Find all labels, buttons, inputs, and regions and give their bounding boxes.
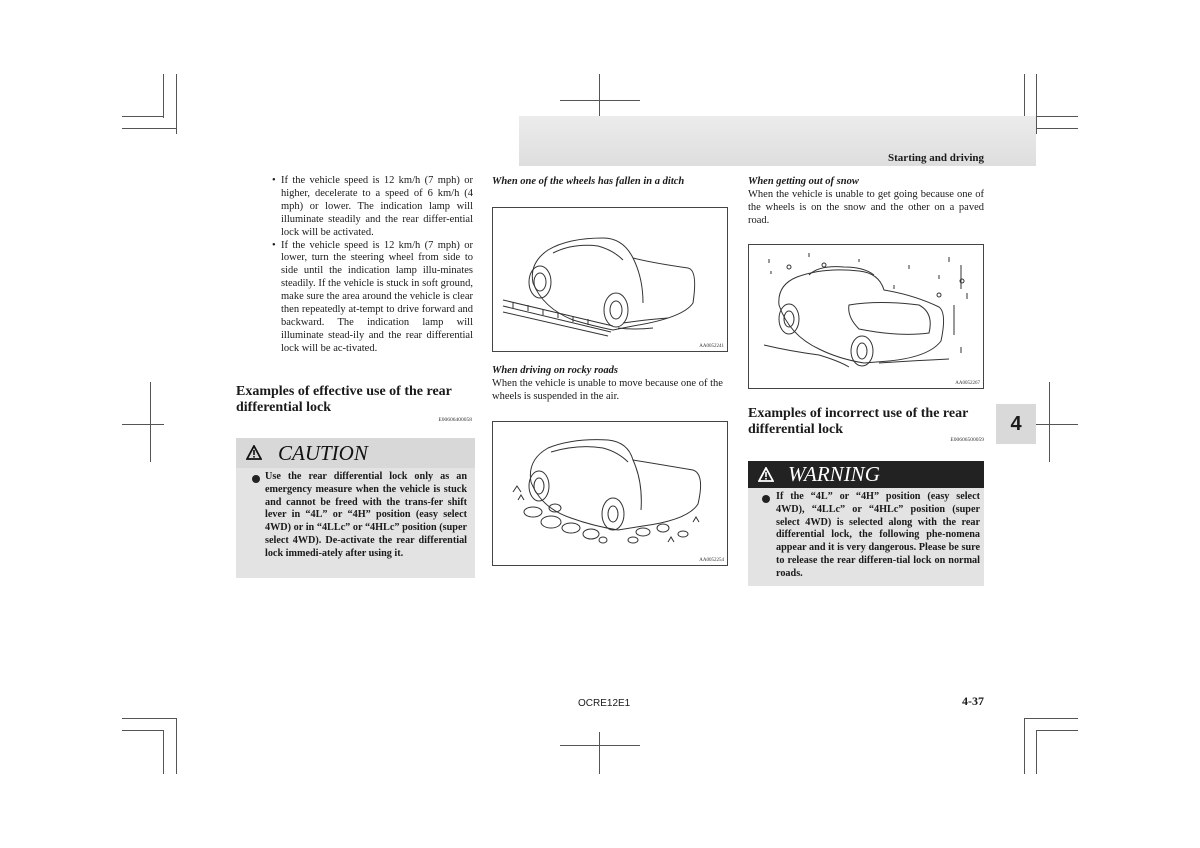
crop-mark [1036,116,1078,117]
bullet-item: • If the vehicle speed is 12 km/h (7 mph) or lower, turn the steering wheel from side to side until the indication lamp illu-minates steadily. If the vehicle is stuck in soft ground, make sure the area around the vehicle is clear then repeatedly at-tempt to drive forward and backward. The indication lamp will illuminate stead-ily and the rear differential lock will be ac-tivated. [272,240,473,356]
caution-header [236,438,475,468]
left-bullet-list [272,175,473,356]
ditch-illustration [492,207,728,352]
crop-mark [560,100,640,101]
snow-text: When the vehicle is unable to get going because one of the wheels is on the snow and the other on a paved road. [748,189,984,226]
bullet-dot-icon [252,475,260,483]
crop-mark [122,718,177,719]
crop-mark [122,116,164,117]
crop-mark [1024,718,1078,719]
crop-mark [163,730,164,774]
bullet-dot-icon [762,495,770,503]
warning-box [748,461,984,586]
crop-mark [1036,74,1037,134]
crop-mark [1024,718,1025,774]
page-number: 4-37 [962,694,984,708]
ditch-heading: When one of the wheels has fallen in a ditch [492,176,685,187]
warning-label: WARNING [788,462,880,486]
rocky-heading: When driving on rocky roads [492,365,619,376]
warning-text: If the “4L” or “4H” position (easy select 4WD), “4LLc” or “4HLc” position (super select 4WD) is selected along with the rear differential lock, the following phe-nomena appear and it is very dangerous. Please be sure to release the rear differen-tial lock on normal roads. [776,491,980,579]
crop-mark [122,128,177,129]
snow-heading: When getting out of snow [748,176,859,187]
crop-mark [1036,424,1078,425]
car-in-ditch-icon [493,208,727,351]
warning-triangle-icon [246,445,262,460]
figure-code: AA0052241 [699,344,724,349]
figure-code: AA0052267 [955,381,980,386]
crop-mark [1036,730,1078,731]
crop-mark [1036,128,1078,129]
section-title-effective-use: Examples of effective use of the rear differential lock [236,384,452,415]
caution-label: CAUTION [278,441,368,465]
crop-mark [560,745,640,746]
warning-triangle-icon [758,467,774,482]
crop-mark [176,718,177,774]
warning-header [748,461,984,488]
snow-illustration [748,244,984,389]
bullet-item: • If the vehicle speed is 12 km/h (7 mph) or higher, decelerate to a speed of 6 km/h (4 mph) or lower. The indication lamp will illuminate steadily and the rear differ-ential lock will be activated. [272,175,473,240]
crop-mark [150,382,151,462]
rocky-text: When the vehicle is unable to move because one of the wheels is suspended in the air. [492,378,723,402]
figure-code: AA0052254 [699,558,724,563]
crop-mark [176,74,177,134]
footer-document-code: OCRE12E1 [578,698,631,709]
section-code: E00606400058 [438,417,472,423]
crop-mark [1036,730,1037,774]
caution-text: Use the rear differential lock only as an emergency measure when the vehicle is stuck and cannot be freed with the trans-fer shift lever in “4L” or “4H” position (easy select 4WD) or in “4LLc” or “4HLc” position (super select 4WD). De-activate the rear differential lock immedi-ately after using it. [265,471,467,559]
crop-mark [1024,74,1025,118]
crop-mark [122,424,164,425]
caution-box [236,438,475,578]
chapter-tab: 4 [996,404,1036,444]
crop-mark [1049,382,1050,462]
page-header-title: Starting and driving [888,152,984,164]
section-code: E00606500059 [950,437,984,443]
car-on-rocks-icon [493,422,727,565]
crop-mark [599,732,600,774]
crop-mark [163,74,164,118]
rocky-illustration [492,421,728,566]
section-title-incorrect-use: Examples of incorrect use of the rear differential lock [748,406,969,437]
crop-mark [122,730,164,731]
car-in-snow-icon [749,245,983,388]
